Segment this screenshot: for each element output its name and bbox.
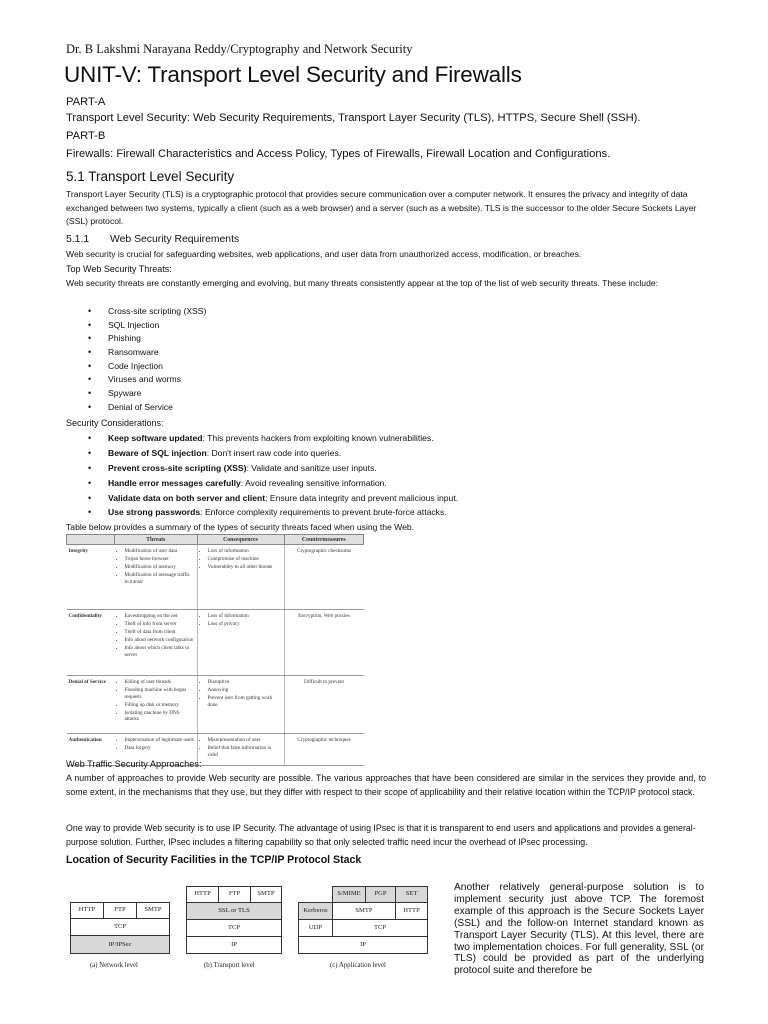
stack-cell-smime: S/MIME xyxy=(332,886,366,903)
table-cell-countermeasures: Encryption, Web proxies xyxy=(284,610,364,676)
list-item: • Cross-site scripting (XSS) xyxy=(108,305,206,319)
bullet-icon: • xyxy=(88,333,92,344)
table-cell-threats: • Eavesdropping on the net • Theft of info from server • Theft of data from client • Info about network configuration • Info about which client talks to server xyxy=(115,610,198,676)
stack-cell-pgp: PGP xyxy=(365,886,396,903)
stack-cell-ip-ipsec: IP/IPSec xyxy=(70,935,170,954)
table-cell-countermeasures: Cryptographic techniques xyxy=(284,734,364,766)
table-row xyxy=(67,610,364,676)
stack-cell-ftp: FTP xyxy=(218,886,251,903)
bullet-icon: • xyxy=(88,306,92,316)
stack-cell-set: SET xyxy=(395,886,428,903)
table-header: Threats xyxy=(115,535,198,545)
caption-network-level: (a) Network level xyxy=(90,962,138,969)
table-header-row xyxy=(67,535,364,545)
section-heading-5-1-1 xyxy=(66,234,239,245)
table-cell-consequences: • Disruptive • Annoying • Prevent user from getting work done xyxy=(197,676,284,734)
web-threats-table xyxy=(66,534,364,766)
table-cell-consequences: • Loss of information • Compromise of machine • Vulnerabilty to all other threats xyxy=(197,545,284,610)
stack-network-level xyxy=(70,902,170,954)
top-threats-heading: Top Web Security Threats: xyxy=(66,264,172,274)
bullet-icon: • xyxy=(88,347,92,358)
stack-cell-http: HTTP xyxy=(395,902,428,920)
stack-cell-http: HTTP xyxy=(70,902,104,919)
bullet-icon: • xyxy=(88,319,92,330)
web-security-paragraph: Web security is crucial for safeguarding websites, web applications, and user data from unauthorized access, modification, or breaches. xyxy=(66,249,582,259)
section-heading-5-1: 5.1 Transport Level Security xyxy=(66,169,235,184)
side-paragraph: Another relatively general-purpose solution is to implement security just above TCP. The foremost example of this approach is the Secure Sockets Layer (SSL) and the follow-on Internet standard known as Transport Layer Security (TLS). At this level, there are two implementation choices. For full generality, SSL (or TLS) could be provided as part of the underlying protocol suite and therefore be xyxy=(454,882,704,977)
list-item: • Viruses and worms xyxy=(108,373,206,387)
table-cell-consequences: • Loss of information • Loss of privacy xyxy=(197,610,284,676)
part-b-label: PART-B xyxy=(66,130,106,142)
bullet-icon: • xyxy=(88,447,92,458)
list-item: • Validate data on both server and client: Ensure data integrity and prevent malicious input. xyxy=(108,491,458,506)
list-item: • Prevent cross-site scripting (XSS): Validate and sanitize user inputs. xyxy=(108,461,458,476)
section-title: Web Security Requirements xyxy=(110,234,240,245)
table-row xyxy=(67,676,364,734)
list-item: • Keep software updated: This prevents hackers from exploiting known vulnerabilities. xyxy=(108,431,458,446)
list-item: • Handle error messages carefully: Avoid revealing sensitive information. xyxy=(108,476,458,491)
section-number: 5.1.1 xyxy=(66,234,90,245)
list-item: • Phishing xyxy=(108,332,206,346)
list-item: • Code Injection xyxy=(108,360,206,374)
running-header: Dr. B Lakshmi Narayana Reddy/Cryptography and Network Security xyxy=(66,42,413,56)
page-title: UNIT-V: Transport Level Security and Firewalls xyxy=(64,62,522,87)
table-cell-threats: • Modification of user data • Trojan horse browser • Modification of memory • Modification of message traffic in transit xyxy=(115,545,198,610)
table-cell-threats: • Impersonation of legitimate users • Data forgery xyxy=(115,734,198,766)
bullet-icon: • xyxy=(88,360,92,371)
bullet-icon: • xyxy=(88,492,92,503)
list-item: • Use strong passwords: Enforce complexity requirements to prevent brute-force attacks. xyxy=(108,505,458,520)
part-a-label: PART-A xyxy=(66,96,106,108)
bullet-icon: • xyxy=(88,477,92,488)
table-cell-countermeasures: Difficult to prevent xyxy=(284,676,364,734)
threats-intro: Web security threats are constantly emerging and evolving, but many threats consistently appear at the top of the list of web security threats. These include: xyxy=(66,278,659,288)
bullet-icon: • xyxy=(88,507,92,518)
section-5-1-paragraph: Transport Layer Security (TLS) is a cryptographic protocol that provides secure communication over a computer network. It ensures the privacy and integrity of data exchanged between two systems, typically a client (such as a web browser) and a server (such as a website). TLS is the successor to the older Secure Sockets Layer (SSL) protocol. xyxy=(66,189,697,226)
table-header: Consequences xyxy=(197,535,284,545)
list-item: • Spyware xyxy=(108,387,206,401)
threats-list xyxy=(88,305,207,415)
table-intro: Table below provides a summary of the types of security threats faced when using the Web. xyxy=(66,522,415,532)
stack-cell-ssl-tls: SSL or TLS xyxy=(186,902,282,920)
top-threats-label: Top Web Security Threats xyxy=(66,264,170,274)
part-b-text: Firewalls: Firewall Characteristics and Access Policy, Types of Firewalls, Firewall Location and Configurations. xyxy=(66,148,611,160)
stack-cell-smtp: SMTP xyxy=(332,902,396,920)
list-item: • Beware of SQL injection: Don't insert raw code into queries. xyxy=(108,446,458,461)
stack-transport-level xyxy=(186,886,282,954)
considerations-heading: Security Considerations: xyxy=(66,418,164,428)
table-cell-consequences: • Misrepresentation of user • Belief that false information is valid xyxy=(197,734,284,766)
table-header xyxy=(67,535,115,545)
considerations-list xyxy=(88,431,459,520)
table-category: Confidentiality xyxy=(67,610,115,676)
list-item: • Ransomware xyxy=(108,346,206,360)
table-header: Countermeasures xyxy=(284,535,364,545)
stack-cell-kerberos: Kerberos xyxy=(298,902,333,920)
stack-cell-tcp: TCP xyxy=(70,918,170,936)
approaches-heading: Web Traffic Security Approaches: xyxy=(66,759,202,769)
table-category: Authentication xyxy=(67,734,115,766)
bullet-icon: • xyxy=(88,374,92,385)
table-category: Integrity xyxy=(67,545,115,610)
bullet-icon: • xyxy=(88,388,92,399)
stack-cell-tcp: TCP xyxy=(186,919,282,937)
caption-application-level: (c) Application level xyxy=(330,962,386,969)
stack-application-level xyxy=(298,886,428,954)
bullet-icon: • xyxy=(88,401,92,412)
bullet-icon: • xyxy=(88,462,92,473)
table-cell-threats: • Killing of user threads • Flooding machine with bogus requests • Filling up disk or memory • Isolating machine by DNS attacks xyxy=(115,676,198,734)
list-item: • SQL Injection xyxy=(108,319,206,333)
caption-transport-level: (b) Transport level xyxy=(204,962,255,969)
approaches-paragraph-1: A number of approaches to provide Web security are possible. The various approaches that have been considered are similar in the services they provide and, to some extent, in the mechanisms that they use, but they differ with respect to their scope of applicability and their relative location within the TCP/IP protocol stack. xyxy=(66,773,706,797)
stack-cell-smtp: SMTP xyxy=(136,902,170,919)
stack-cell-ip: IP xyxy=(186,936,282,954)
figure-title: Location of Security Facilities in the TCP/IP Protocol Stack xyxy=(66,854,362,866)
part-a-text: Transport Level Security: Web Security Requirements, Transport Layer Security (TLS), HTTPS, Secure Shell (SSH). xyxy=(66,112,641,124)
table-category: Denial of Service xyxy=(67,676,115,734)
stack-cell-udp: UDP xyxy=(298,919,333,937)
approaches-paragraph-2: One way to provide Web security is to use IP Security. The advantage of using IPsec is that it is transparent to end users and applications and provides a general-purpose solution. Further, IPsec includes a filtering capability so that only selected traffic need incur the overhead of IPsec processing. xyxy=(66,823,696,847)
list-item: • Denial of Service xyxy=(108,401,206,415)
bullet-icon: • xyxy=(88,433,92,443)
table-row xyxy=(67,545,364,610)
stack-cell-smtp: SMTP xyxy=(250,886,282,903)
stack-cell-ip: IP xyxy=(298,936,428,954)
stack-cell-http: HTTP xyxy=(186,886,219,903)
table-cell-countermeasures: Cryptographic checksums xyxy=(284,545,364,610)
stack-cell-ftp: FTP xyxy=(103,902,137,919)
stack-cell-tcp: TCP xyxy=(332,919,428,937)
